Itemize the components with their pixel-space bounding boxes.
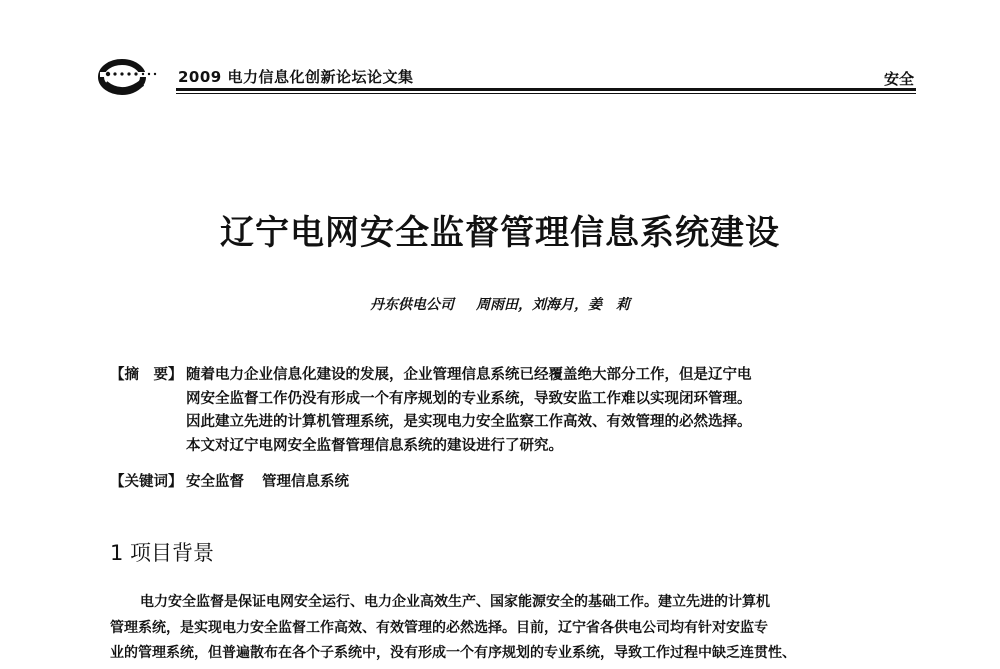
abstract-label: 【摘 要】: [110, 367, 183, 383]
keywords: [110, 470, 349, 491]
author-line: [0, 294, 1000, 314]
section-body: [110, 590, 916, 667]
header-divider-thin: [176, 93, 916, 94]
abstract-line: 本文对辽宁电网安全监督管理信息系统的建设进行了研究。: [186, 437, 563, 454]
running-header-title: 2009 电力信息化创新论坛论文集: [178, 68, 414, 86]
running-header-section: 安全: [883, 70, 914, 88]
abstract-text: 随着电力企业信息化建设的发展，企业管理信息系统已经覆盖绝大部分工作，但是辽宁电: [186, 367, 752, 383]
body-line: 业的管理系统，但普遍散布在各个子系统中，没有形成一个有序规划的专业系统，导致工作过程中缺乏连贯性、: [110, 645, 796, 661]
forum-logo-icon: [96, 50, 162, 98]
abstract-line: [110, 364, 870, 388]
abstract: [110, 364, 870, 458]
abstract-line: 因此建立先进的计算机管理系统，是实现电力安全监察工作高效、有效管理的必然选择。: [186, 414, 752, 430]
authors: 周雨田，刘海月，姜 莉: [476, 297, 630, 313]
affiliation: 丹东供电公司: [370, 297, 454, 313]
keyword: 安全监督: [186, 474, 244, 490]
paper-title: 辽宁电网安全监督管理信息系统建设: [220, 213, 780, 253]
keyword: 管理信息系统: [262, 474, 349, 490]
abstract-line: 网安全监督工作仍没有形成一个有序规划的专业系统，导致安监工作难以实现闭环管理。: [186, 390, 752, 407]
section-heading: 1 项目背景: [110, 541, 215, 565]
body-line: 管理系统，是实现电力安全监督工作高效、有效管理的必然选择。目前，辽宁省各供电公司均有针对安监专: [110, 619, 768, 636]
keywords-label: 【关键词】: [110, 474, 183, 490]
body-line: 电力安全监督是保证电网安全运行、电力企业高效生产、国家能源安全的基础工作。建立先进的计算机: [140, 594, 770, 610]
header-divider-thick: [176, 88, 916, 91]
